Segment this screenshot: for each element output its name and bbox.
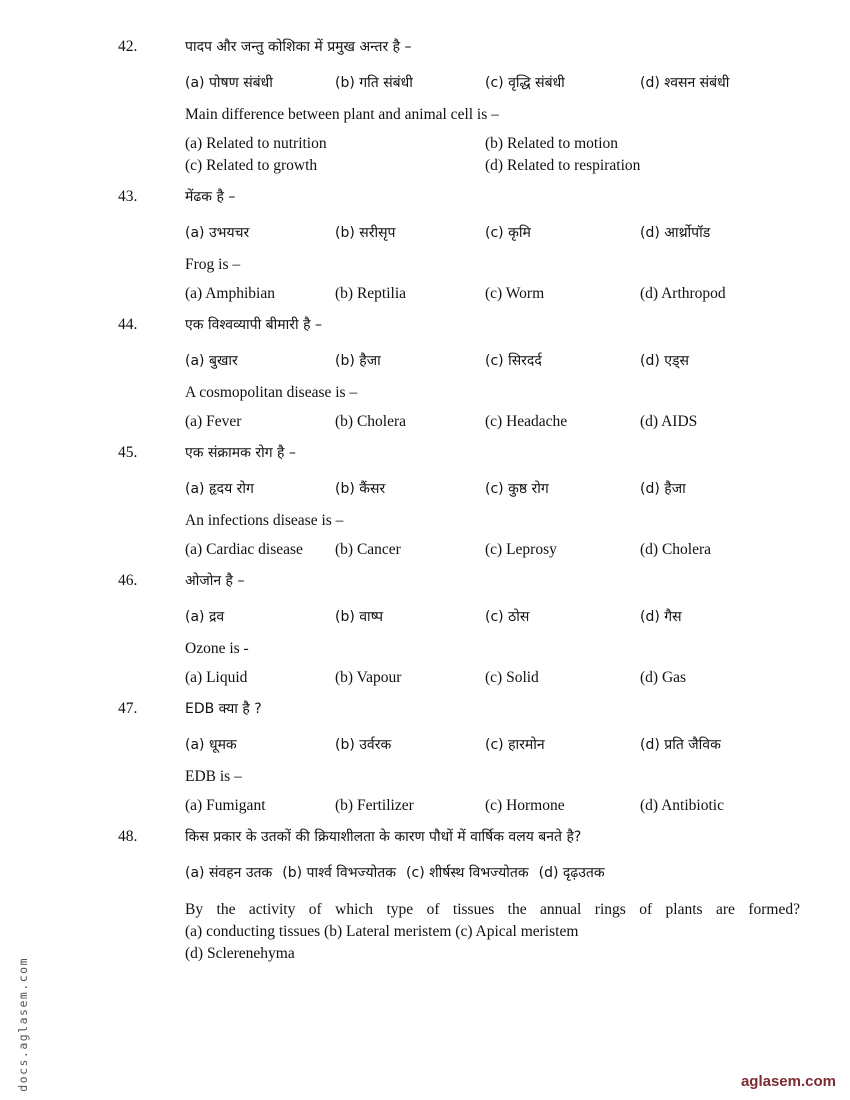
question-text-english: A cosmopolitan disease is – [185,384,358,401]
option-c-english: (c) Leprosy [485,541,557,558]
option-c-hindi: (c) शीर्षस्थ विभज्योतक [406,865,529,881]
option-a-hindi: (a) बुखार [185,353,238,369]
question-45 [118,442,800,560]
option-b-hindi: (b) उर्वरक [335,737,392,753]
option-a-english: (a) Related to nutrition [185,135,327,152]
option-a-english: (a) Amphibian [185,285,275,302]
option-a-hindi: (a) उभयचर [185,225,250,241]
option-c-hindi: (c) कुष्ठ रोग [485,481,549,497]
question-text-hindi: एक संक्रामक रोग है – [185,445,296,461]
option-b-english: (b) Fertilizer [335,797,414,814]
option-d-hindi: (d) दृढ़उतक [538,865,605,881]
question-number: 43. [118,188,138,205]
question-text-hindi: मेंढक है – [185,189,236,205]
option-d-hindi: (d) गैस [640,609,682,625]
question-48 [118,826,800,964]
option-c-hindi: (c) कृमि [485,225,531,241]
question-42 [118,36,800,176]
option-c-english: (c) Hormone [485,797,565,814]
option-c-english: (c) Solid [485,669,539,686]
option-c-english: (c) Headache [485,413,568,430]
option-c-english: (c) Related to growth [185,157,318,174]
option-c-hindi: (c) वृद्धि संबंधी [485,75,565,91]
question-text-hindi: ओजोन है – [185,573,245,589]
option-b-english: (b) Cholera [335,413,407,430]
option-b-hindi: (b) कैंसर [335,481,386,497]
option-a-hindi: (a) द्रव [185,609,225,625]
option-b-english: (b) Related to motion [485,135,619,152]
option-c-hindi: (c) ठोस [485,609,530,625]
question-number: 42. [118,38,138,55]
question-number: 44. [118,316,138,333]
option-d-hindi: (d) प्रति जैविक [640,737,721,753]
option-b-hindi: (b) पार्श्व विभज्योतक [282,865,397,881]
side-watermark: docs.aglasem.com [16,957,30,1092]
option-d-english: (d) Sclerenehyma [185,945,295,962]
option-a-hindi: (a) हृदय रोग [185,481,254,497]
question-47 [118,698,800,816]
question-46 [118,570,800,688]
option-d-english: (d) Related to respiration [485,157,641,174]
question-number: 46. [118,572,138,589]
question-text-english: EDB is – [185,768,242,785]
option-a-english: (a) Fever [185,413,242,430]
question-text-english: Main difference between plant and animal cell is – [185,106,499,123]
question-text-english: By the activity of which type of tissues the annual rings of plants are formed? [185,901,800,918]
question-number: 47. [118,700,138,717]
question-text-english: Ozone is - [185,640,249,657]
option-c-hindi: (c) सिरदर्द [485,353,542,369]
option-d-english: (d) Cholera [640,541,712,558]
option-a-hindi: (a) पोषण संबंधी [185,75,273,91]
question-43 [118,186,800,304]
question-paper-content [118,36,800,964]
question-text-hindi: एक विश्वव्यापी बीमारी है – [185,317,322,333]
brand-footer: aglasem.com [740,1073,836,1090]
option-d-hindi: (d) एड्स [640,353,689,369]
option-a-hindi: (a) धूमक [185,737,237,753]
option-d-english: (d) AIDS [640,413,698,430]
option-a-english: (a) Liquid [185,669,248,686]
option-b-english: (b) Reptilia [335,285,407,302]
question-number: 48. [118,828,138,845]
option-c-english: (c) Worm [485,285,545,302]
question-text-hindi: EDB क्या है ? [185,701,262,717]
option-b-hindi: (b) वाष्प [335,609,384,625]
option-b-english: (b) Vapour [335,669,402,686]
option-d-hindi: (d) आर्थ्रोपॉड [640,225,711,241]
question-text-english: An infections disease is – [185,512,344,529]
option-a-english: (a) Cardiac disease [185,541,303,558]
option-d-english: (d) Antibiotic [640,797,724,814]
option-d-hindi: (d) हैजा [640,481,686,497]
question-text-hindi: पादप और जन्तु कोशिका में प्रमुख अन्तर है – [185,39,412,55]
question-text-english: Frog is – [185,256,241,273]
option-b-english: (b) Cancer [335,541,401,558]
option-c-hindi: (c) हारमोन [485,737,545,753]
option-b-hindi: (b) गति संबंधी [335,75,413,91]
option-b-hindi: (b) हैजा [335,353,381,369]
question-number: 45. [118,444,138,461]
option-a-hindi: (a) संवहन उतक [185,865,273,881]
option-d-english: (d) Arthropod [640,285,726,302]
question-text-hindi: किस प्रकार के उतकों की क्रियाशीलता के कारण पौधों में वार्षिक वलय बनते है? [185,829,582,845]
option-b-hindi: (b) सरीसृप [335,225,396,241]
option-d-hindi: (d) श्वसन संबंधी [640,75,730,91]
option-a-english: (a) Fumigant [185,797,266,814]
question-44 [118,314,800,432]
options-english-line1: (a) conducting tissues (b) Lateral meristem (c) Apical meristem [185,923,579,940]
option-d-english: (d) Gas [640,669,687,686]
